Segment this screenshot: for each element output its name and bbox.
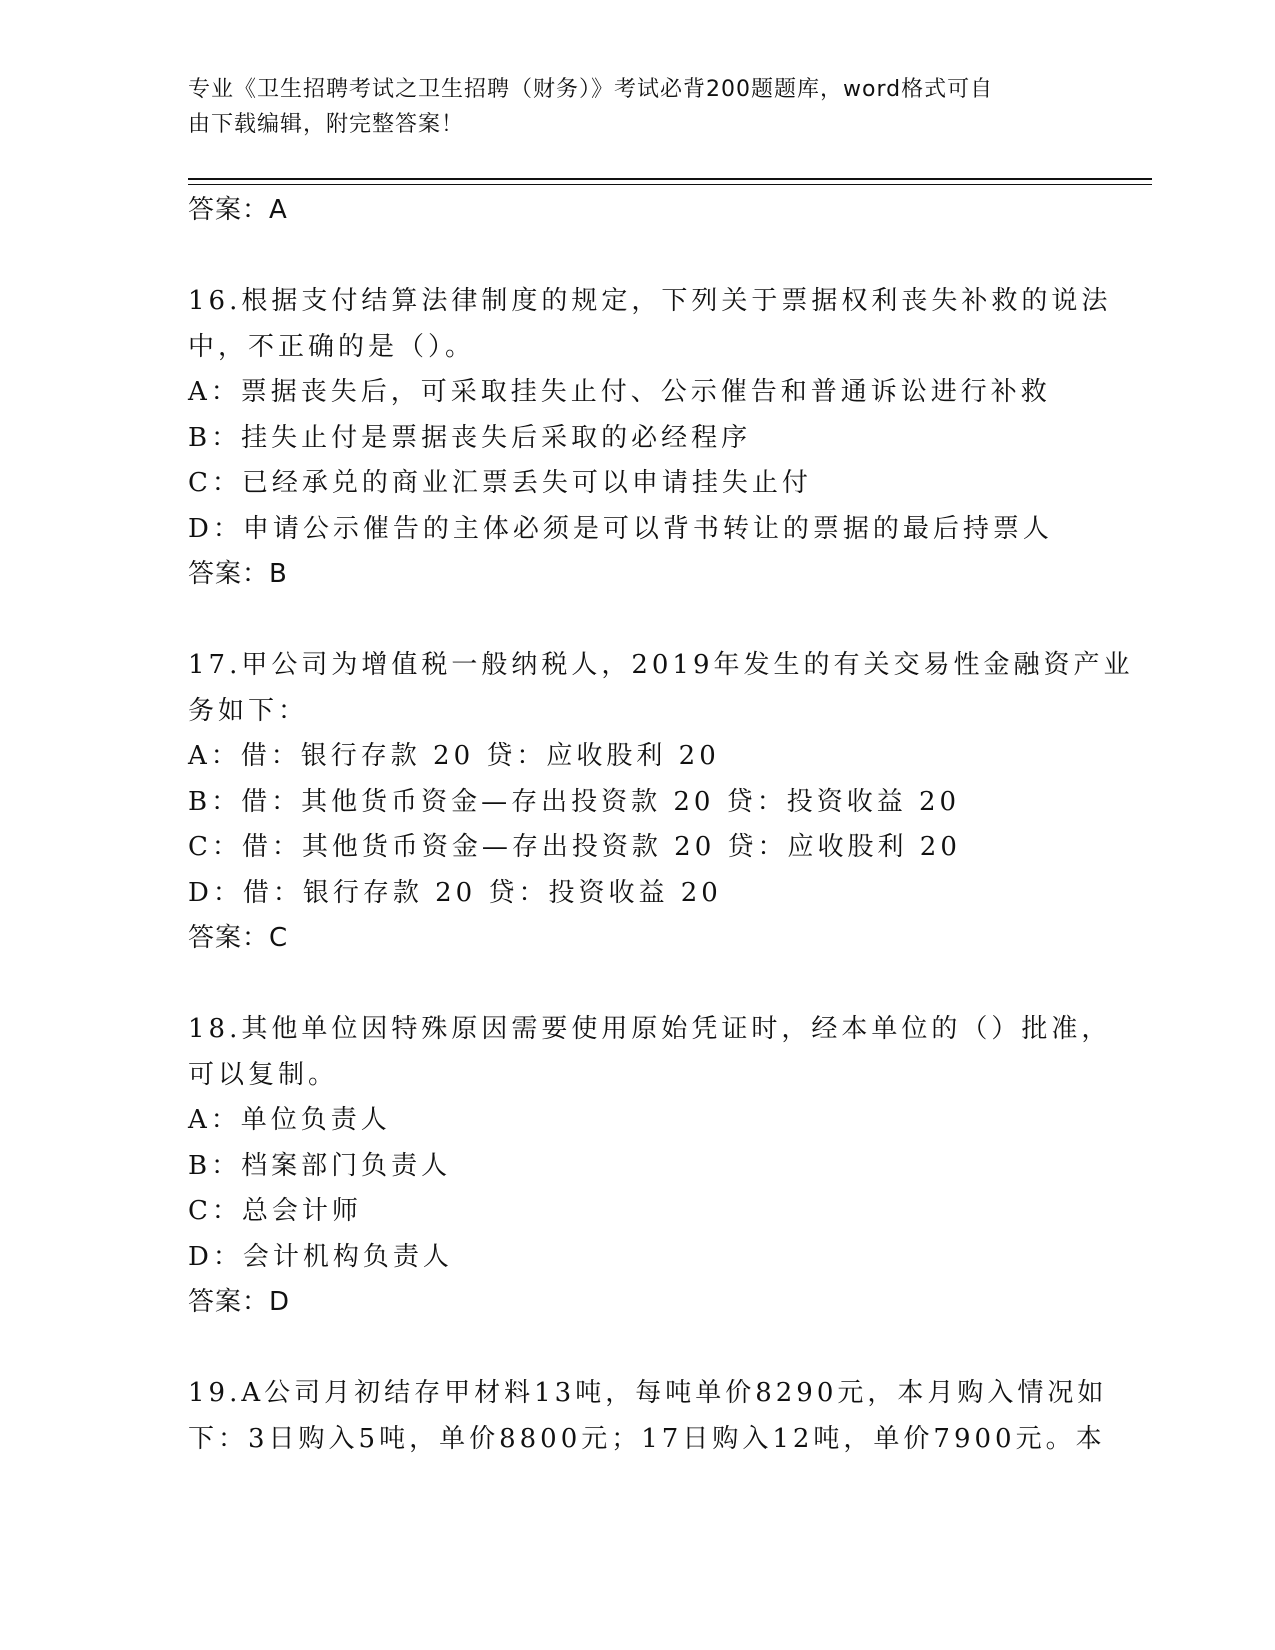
question-17 (188, 643, 1134, 962)
question-18-stem-line-2: 可以复制。 (188, 1059, 339, 1090)
question-16 (188, 279, 1112, 598)
question-list (188, 188, 1134, 1462)
question-19-stem-line-1: 19.A公司月初结存甲材料13吨，每吨单价8290元，本月购入情况如 (188, 1378, 1108, 1408)
question-17-answer: 答案：C (188, 923, 289, 953)
question-16-option-c: C：已经承兑的商业汇票丢失可以申请挂失止付 (188, 468, 812, 498)
header-rule-thick (188, 178, 1152, 180)
question-16-option-d: D：申请公示催告的主体必须是可以背书转让的票据的最后持票人 (188, 513, 1053, 544)
question-18-option-d: D：会计机构负责人 (188, 1241, 453, 1272)
question-16-option-a: A：票据丧失后，可采取挂失止付、公示催告和普通诉讼进行补救 (188, 377, 1051, 407)
spacer (188, 234, 1108, 280)
spacer (188, 962, 1108, 1008)
question-17-option-d: D：借：银行存款 20 贷：投资收益 20 (188, 877, 722, 908)
question-19 (188, 1371, 1108, 1462)
question-18-option-c: C：总会计师 (188, 1196, 362, 1226)
header-line-1: 专业《卫生招聘考试之卫生招聘（财务）》考试必背200题题库，word格式可自 (188, 77, 994, 102)
question-18 (188, 1007, 1112, 1326)
question-18-stem-line-1: 18.其他单位因特殊原因需要使用原始凭证时，经本单位的（）批准， (188, 1014, 1112, 1044)
spacer (188, 598, 1108, 644)
spacer (188, 1326, 1108, 1372)
document-header (188, 72, 1088, 142)
answer-previous: 答案：A (188, 195, 288, 225)
question-17-stem-line-1: 17.甲公司为增值税一般纳税人，2019年发生的有关交易性金融资产业 (188, 650, 1134, 680)
question-18-answer: 答案：D (188, 1287, 291, 1317)
question-17-option-a: A：借：银行存款 20 贷：应收股利 20 (188, 741, 720, 771)
question-17-option-c: C：借：其他货币资金—存出投资款 20 贷：应收股利 20 (188, 832, 961, 862)
header-line-2: 由下载编辑，附完整答案！ (188, 112, 465, 137)
question-19-stem-line-2: 下：3日购入5吨，单价8800元；17日购入12吨，单价7900元。本 (188, 1423, 1106, 1454)
question-16-stem-line-2: 中，不正确的是（）。 (188, 331, 476, 362)
question-18-option-a: A：单位负责人 (188, 1105, 391, 1135)
question-18-option-b: B：档案部门负责人 (188, 1150, 452, 1181)
question-17-option-b: B：借：其他货币资金—存出投资款 20 贷：投资收益 20 (188, 786, 961, 817)
header-rule-thin (188, 184, 1152, 185)
question-16-answer: 答案：B (188, 559, 288, 589)
question-16-option-b: B：挂失止付是票据丧失后采取的必经程序 (188, 422, 752, 453)
question-17-stem-line-2: 务如下： (188, 695, 309, 726)
question-16-stem-line-1: 16.根据支付结算法律制度的规定，下列关于票据权利丧失补救的说法 (188, 286, 1112, 316)
